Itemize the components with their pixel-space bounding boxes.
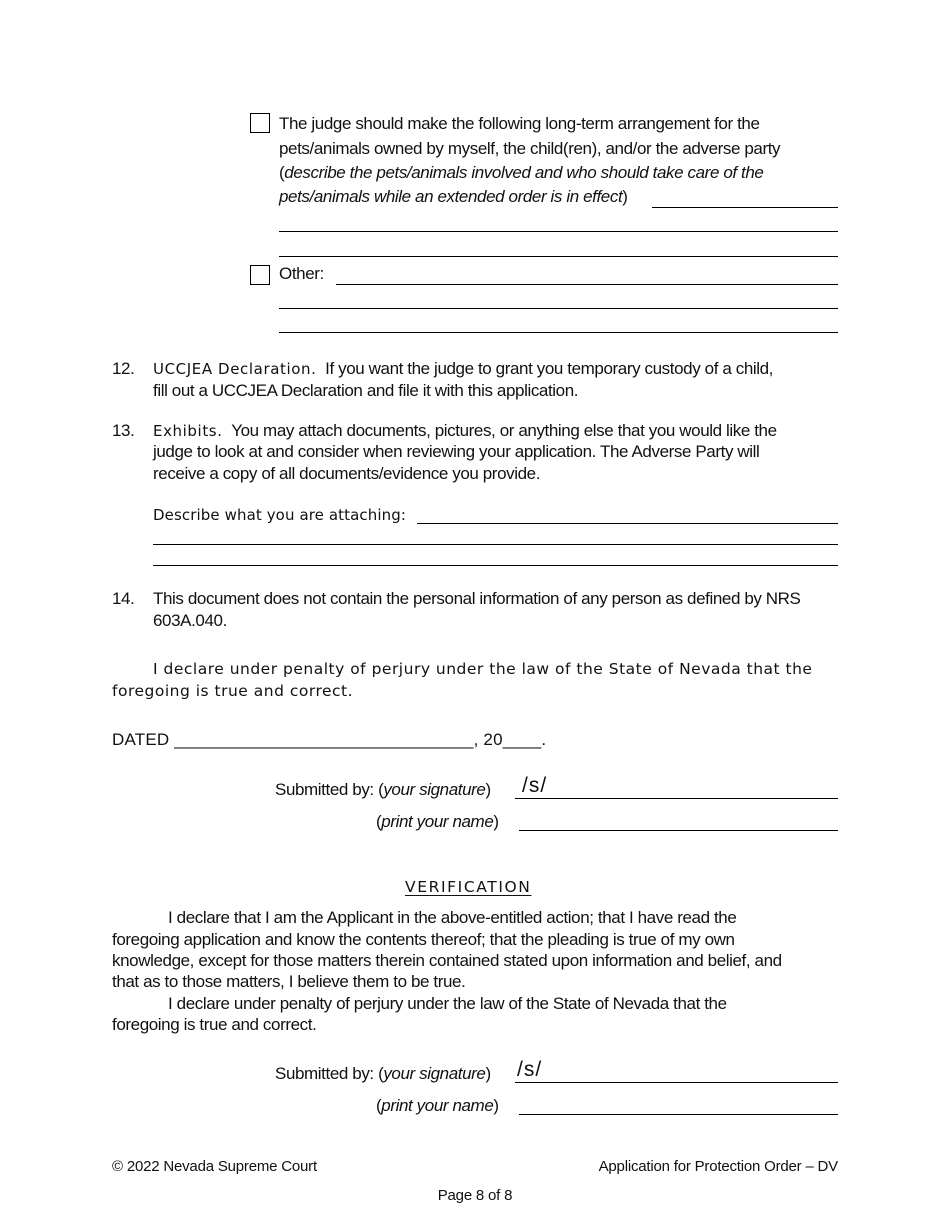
verification-line-3: knowledge, except for those matters therein contained stated upon information and belief, and [112, 951, 782, 970]
verification-line-1: I declare that I am the Applicant in the above-entitled action; that I have read the [168, 908, 737, 927]
pets-answer-line-2[interactable] [279, 231, 838, 232]
other-checkbox[interactable] [250, 265, 270, 285]
verification-title: VERIFICATION [405, 878, 532, 896]
item-12-number: 12. [112, 359, 135, 378]
pets-text-line-4: pets/animals while an extended order is in effect) [279, 187, 628, 206]
exhibits-answer-line-2[interactable] [153, 544, 838, 545]
signature-label-2: Submitted by: (your signature) [275, 1064, 491, 1083]
item-13-heading: Exhibits. [153, 422, 223, 440]
verification-line-5: I declare under penalty of perjury under the law of the State of Nevada that the [168, 994, 727, 1013]
signature-line-1[interactable] [515, 798, 838, 799]
print-name-line-2[interactable] [519, 1114, 838, 1115]
item-14-text-line-2: 603A.040. [153, 611, 227, 630]
pets-text-line-3: (describe the pets/animals involved and who should take care of the [279, 163, 764, 182]
verification-line-6: foregoing is true and correct. [112, 1015, 317, 1034]
footer-page-number: Page 8 of 8 [437, 1187, 513, 1204]
footer-document-title: Application for Protection Order – DV [598, 1158, 838, 1175]
signature-label-1: Submitted by: (your signature) [275, 780, 491, 799]
footer-copyright: © 2022 Nevada Supreme Court [112, 1158, 317, 1175]
other-answer-line-2[interactable] [279, 308, 838, 309]
verification-line-4: that as to those matters, I believe them to be true. [112, 972, 466, 991]
pets-answer-line-1[interactable] [652, 207, 838, 208]
verification-line-2: foregoing application and know the contents thereof; that the pleading is true of my own [112, 930, 735, 949]
other-answer-line-3[interactable] [279, 332, 838, 333]
print-name-label-1: (print your name) [376, 812, 499, 831]
exhibits-answer-line-3[interactable] [153, 565, 838, 566]
item-13-number: 13. [112, 421, 135, 440]
signature-value-2[interactable]: /s/ [517, 1058, 543, 1081]
item-12-text-line-2: fill out a UCCJEA Declaration and file it with this application. [153, 381, 579, 400]
declaration-line-1: I declare under penalty of perjury under the law of the State of Nevada that the [153, 660, 813, 678]
signature-value-1[interactable]: /s/ [522, 774, 548, 797]
item-12-text-line-1: UCCJEA Declaration. If you want the judge to grant you temporary custody of a child, [153, 359, 774, 378]
exhibits-describe-label: Describe what you are attaching: [153, 506, 407, 524]
signature-line-2[interactable] [515, 1082, 838, 1083]
other-answer-line-1[interactable] [336, 284, 838, 285]
item-13-text-line-2: judge to look at and consider when reviewing your application. The Adverse Party will [153, 442, 760, 461]
other-label: Other: [279, 264, 324, 283]
item-12-heading: UCCJEA Declaration. [153, 360, 317, 378]
dated-field[interactable]: DATED _______________________________, 20____. [112, 730, 547, 749]
item-13-text-line-1: Exhibits. You may attach documents, pictures, or anything else that you would like the [153, 421, 777, 440]
exhibits-answer-line-1[interactable] [417, 523, 838, 524]
pets-arrangement-checkbox[interactable] [250, 113, 270, 133]
item-13-text-line-3: receive a copy of all documents/evidence you provide. [153, 464, 541, 483]
declaration-line-2: foregoing is true and correct. [112, 682, 354, 700]
pets-text-line-2: pets/animals owned by myself, the child(ren), and/or the adverse party [279, 139, 781, 158]
item-14-number: 14. [112, 589, 135, 608]
print-name-line-1[interactable] [519, 830, 838, 831]
pets-answer-line-3[interactable] [279, 256, 838, 257]
print-name-label-2: (print your name) [376, 1096, 499, 1115]
item-14-text-line-1: This document does not contain the personal information of any person as defined by NRS [153, 589, 801, 608]
pets-text-line-1: The judge should make the following long-term arrangement for the [279, 114, 760, 133]
